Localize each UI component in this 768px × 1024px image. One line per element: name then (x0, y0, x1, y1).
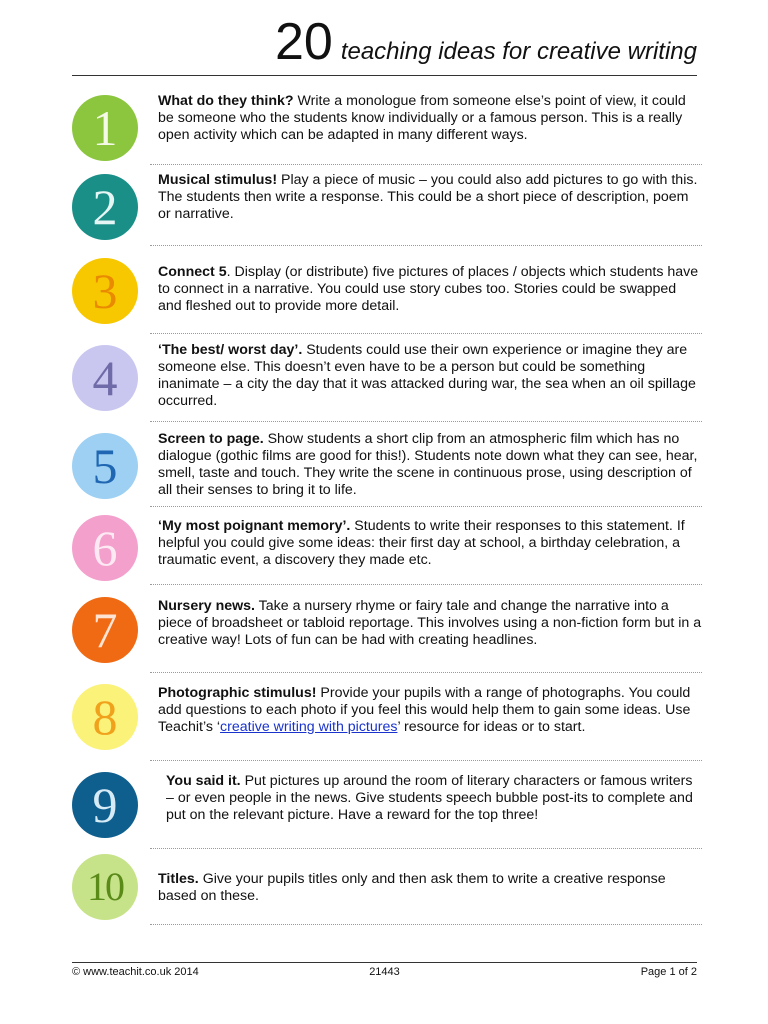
number-circle-5: 5 (72, 433, 138, 499)
divider (150, 421, 702, 422)
idea-heading: You said it. (166, 773, 241, 789)
header-title: teaching ideas for creative writing (340, 38, 697, 65)
idea-text-5 (158, 431, 702, 499)
idea-body: Students to write their responses to this statement. If helpful you could give some ideas: their first day at school, a birthday celebration, a traumatic event, a discovery they made etc. (158, 518, 685, 568)
number-circle-7: 7 (72, 597, 138, 663)
divider (150, 924, 702, 925)
idea-text-4 (158, 342, 702, 410)
idea-heading: Photographic stimulus! (158, 685, 317, 701)
number-circle-2: 2 (72, 174, 138, 240)
number-circle-8: 8 (72, 684, 138, 750)
divider (150, 672, 702, 673)
idea-heading: Musical stimulus! (158, 172, 278, 188)
idea-text-3 (158, 264, 702, 315)
number-circle-3: 3 (72, 258, 138, 324)
idea-body: Take a nursery rhyme or fairy tale and change the narrative into a piece of broadsheet or tabloid reportage. This involves using a non-fiction form but in a creative way! Lots of fun can be had with creating headlines. (158, 598, 702, 648)
number-circle-10: 10 (72, 854, 138, 920)
idea-heading: Connect 5 (158, 264, 227, 280)
number-circle-9: 9 (72, 772, 138, 838)
idea-text-6 (158, 518, 702, 569)
divider (150, 164, 702, 165)
page-footer (72, 962, 697, 978)
footer-copyright: © www.teachit.co.uk 2014 (72, 966, 199, 978)
idea-text-9 (166, 773, 702, 824)
idea-text-7 (158, 598, 702, 649)
idea-heading: ‘The best/ worst day’. (158, 342, 303, 358)
idea-body: Put pictures up around the room of literary characters or famous writers – or even people in the news. Give students speech bubble post-its to complete and put on the relevant picture. Have a reward for the top three! (166, 773, 693, 823)
divider (150, 506, 702, 507)
idea-body-end: ’ resource for ideas or to start. (397, 719, 586, 735)
idea-text-8 (158, 685, 702, 736)
footer-resource-id: 21443 (369, 966, 400, 978)
divider (150, 848, 702, 849)
number-circle-4: 4 (72, 345, 138, 411)
footer-page-number: Page 1 of 2 (640, 966, 697, 978)
idea-heading: Titles. (158, 871, 199, 887)
idea-text-1 (158, 93, 702, 144)
idea-body: Show students a short clip from an atmospheric film which has no dialogue (gothic films are good for this!). Students note down what they can see, hear, smell, taste and touch. They write the scene in continuous prose, using description of all their senses to bring it to life. (158, 431, 698, 498)
idea-text-10 (158, 871, 702, 905)
idea-body: Play a piece of music – you could also add pictures to go with this. The students then write a response. This could be a short piece of description, poem or narrative. (158, 172, 698, 222)
number-circle-1: 1 (72, 95, 138, 161)
idea-heading: Nursery news. (158, 598, 255, 614)
idea-heading: What do they think? (158, 93, 294, 109)
divider (150, 760, 702, 761)
number-circle-6: 6 (72, 515, 138, 581)
page-header (72, 12, 697, 76)
idea-body: Write a monologue from someone else’s point of view, it could be someone who the students know individually or a famous person. This is a really open activity which can be adapted in many different ways. (158, 93, 686, 143)
divider (150, 584, 702, 585)
idea-body: Students could use their own experience or imagine they are someone else. This doesn’t even have to be a person but could be something inanimate – a city the day that it was attacked during war, the sea when an oil spillage occurred. (158, 342, 696, 409)
idea-heading: ‘My most poignant memory’. (158, 518, 351, 534)
idea-body: . Display (or distribute) five pictures of places / objects which students have to connect in a narrative. You could use story cubes too. Stories could be swapped and fleshed out to provide more detail. (158, 264, 699, 314)
idea-body: Provide your pupils with a range of photographs. You could add questions to each photo if you feel this would help them to gain some ideas. Use Teachit’s ‘ (158, 685, 691, 735)
idea-body: Give your pupils titles only and then ask them to write a creative response based on these. (158, 871, 666, 904)
creative-writing-link[interactable]: creative writing with pictures (220, 719, 398, 735)
idea-text-2 (158, 172, 702, 223)
idea-heading: Screen to page. (158, 431, 264, 447)
header-number: 20 (274, 13, 333, 71)
divider (150, 245, 702, 246)
divider (150, 333, 702, 334)
